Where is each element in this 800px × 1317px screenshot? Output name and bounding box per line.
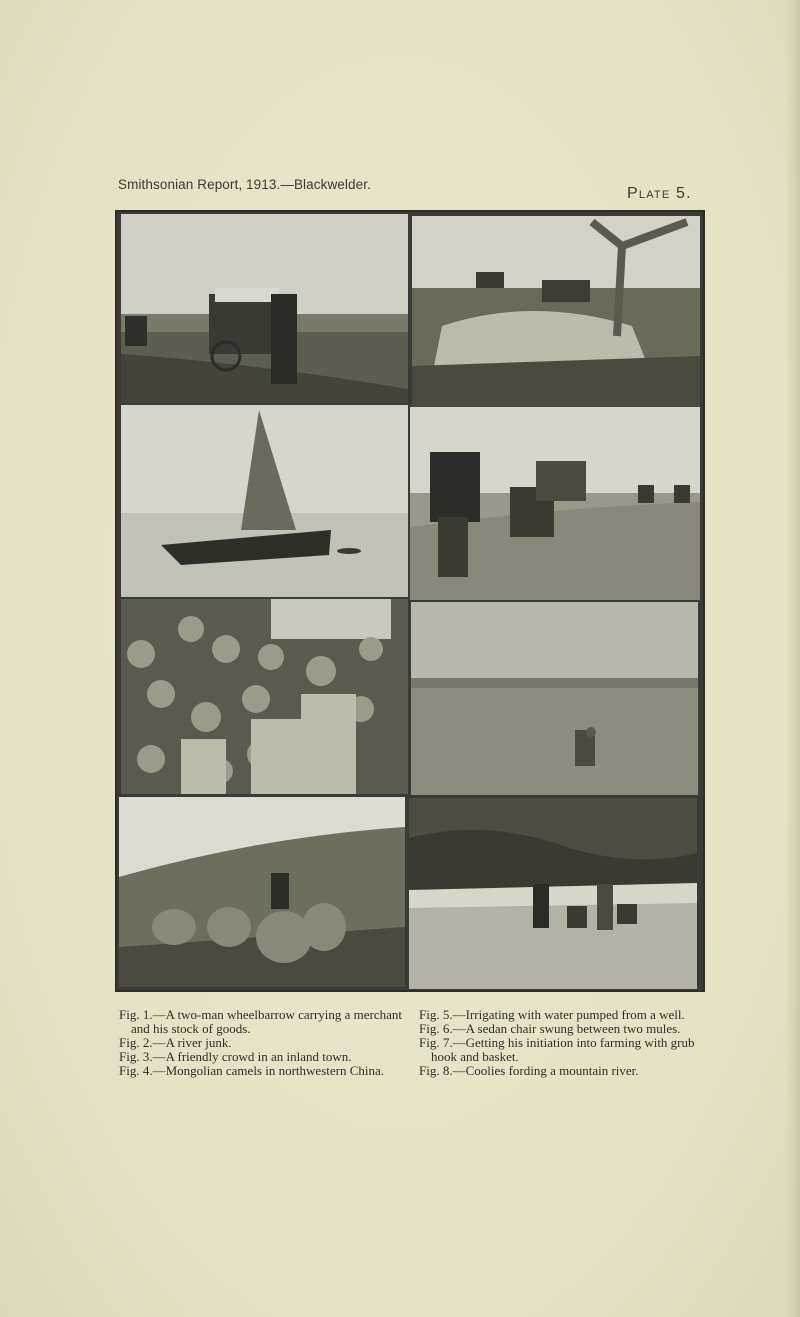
caption-fig-8: Fig. 8.—Coolies fording a mountain river. xyxy=(419,1063,639,1078)
photo-fig-6-sedan-chair xyxy=(410,407,700,600)
plate-label: Plate 5. xyxy=(627,185,692,202)
running-head: Smithsonian Report, 1913.—Blackwelder. xyxy=(118,177,371,192)
caption-fig-1: Fig. 1.—A two-man wheelbarrow carrying a merchant and his stock of goods. xyxy=(119,1007,403,1036)
caption-fig-4: Fig. 4.—Mongolian camels in northwestern China. xyxy=(119,1063,385,1078)
photo-fig-1-wheelbarrow xyxy=(121,214,408,403)
caption-fig-3: Fig. 3.—A friendly crowd in an inland town. xyxy=(119,1049,352,1064)
photo-fig-7-farming xyxy=(411,602,698,795)
photo-fig-3-crowd xyxy=(121,599,408,794)
photo-fig-4-camels xyxy=(119,797,405,987)
photo-fig-5-irrigating xyxy=(412,216,700,407)
photo-fig-8-fording xyxy=(409,798,697,989)
captions-right-column xyxy=(419,1008,704,1078)
photo-fig-2-river-junk xyxy=(121,405,408,597)
caption-fig-6: Fig. 6.—A sedan chair swung between two mules. xyxy=(419,1021,681,1036)
caption-fig-7: Fig. 7.—Getting his initiation into farming with grub hook and basket. xyxy=(419,1035,695,1064)
captions-left-column xyxy=(119,1008,404,1078)
caption-fig-2: Fig. 2.—A river junk. xyxy=(119,1035,232,1050)
page-edge-stain xyxy=(786,0,800,1317)
caption-fig-5: Fig. 5.—Irrigating with water pumped from a well. xyxy=(419,1007,685,1022)
